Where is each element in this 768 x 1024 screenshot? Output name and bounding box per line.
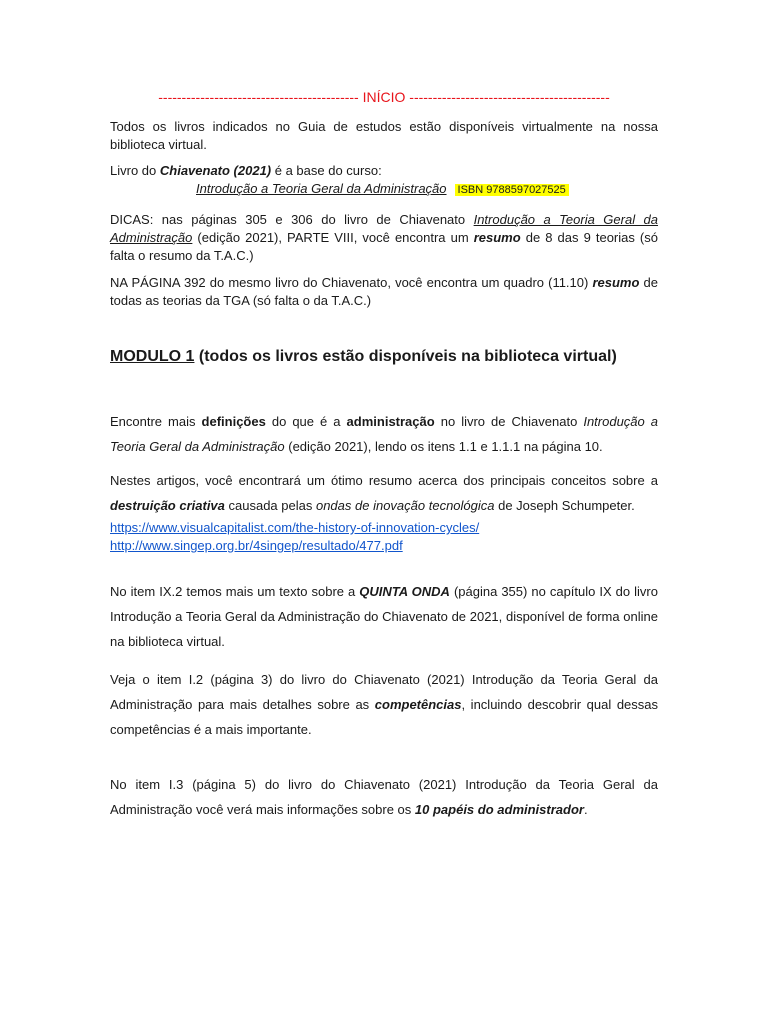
base-book-title: Introdução a Teoria Geral da Administração xyxy=(196,181,447,196)
def-text-c: no livro de Chiavenato xyxy=(434,414,584,429)
quinta-onda-paragraph xyxy=(110,579,658,654)
comp-competencias: competências xyxy=(374,697,462,712)
page392-text-b: de todas as teorias da TGA (só falta o da T.A.C.) xyxy=(110,275,658,308)
roles-text-b: . xyxy=(583,802,588,817)
tips-resumo: resumo xyxy=(473,230,521,245)
module-heading xyxy=(110,346,670,368)
visualcapitalist-link[interactable]: https://www.visualcapitalist.com/the-history-of-innovation-cycles/ xyxy=(110,520,480,535)
quinta-text-b: (página 355) no capítulo IX do livro Introdução a Teoria Geral da Administração do Chiavenato de 2021, disponível de forma online na biblioteca virtual. xyxy=(110,584,658,649)
start-marker: ------------------------------------------- INÍCIO ------------------------------------------- xyxy=(158,89,610,105)
isbn-highlight: ISBN 9788597027525 xyxy=(455,184,569,196)
def-definicoes: definições xyxy=(201,414,266,429)
articles-text-c: de Joseph Schumpeter. xyxy=(494,498,635,513)
page392-resumo: resumo xyxy=(592,275,640,290)
tips-paragraph xyxy=(110,211,658,265)
quinta-onda: QUINTA ONDA xyxy=(359,584,450,599)
def-administracao: administração xyxy=(346,414,435,429)
competencias-paragraph xyxy=(110,667,658,742)
def-text-b: do que é a xyxy=(265,414,347,429)
base-author: Chiavenato (2021) xyxy=(159,163,272,178)
tips-text-b: (edição 2021), PARTE VIII, você encontra um xyxy=(192,230,474,245)
definitions-paragraph xyxy=(110,409,658,459)
articles-text-b: causada pelas xyxy=(224,498,316,513)
roles-papeis: 10 papéis do administrador xyxy=(414,802,584,817)
tips-text-a: DICAS: nas páginas 305 e 306 do livro de Chiavenato xyxy=(110,212,474,227)
base-book-paragraph xyxy=(110,162,658,199)
articles-destruicao: destruição criativa xyxy=(110,498,225,513)
tips-book-title: Introdução a Teoria Geral da Administração xyxy=(110,212,659,245)
tips-text-c: de 8 das 9 teorias (só falta o resumo da T.A.C.) xyxy=(110,230,658,263)
page392-text-a: NA PÁGINA 392 do mesmo livro do Chiavenato, você encontra um quadro (11.10) xyxy=(110,275,593,290)
def-text-a: Encontre mais xyxy=(110,414,202,429)
comp-text-b: , incluindo descobrir qual dessas competências é a mais importante. xyxy=(110,697,659,737)
page392-paragraph xyxy=(110,274,658,310)
articles-paragraph xyxy=(110,468,658,518)
base-suffix: é a base do curso: xyxy=(271,163,382,178)
module-label: MODULO 1 xyxy=(110,348,195,365)
def-text-d: (edição 2021), lendo os itens 1.1 e 1.1.1 na página 10. xyxy=(284,439,603,454)
intro-paragraph: Todos os livros indicados no Guia de estudos estão disponíveis virtualmente na nossa biblioteca virtual. xyxy=(110,119,658,152)
roles-text-a: No item I.3 (página 5) do livro do Chiavenato (2021) Introdução da Teoria Geral da Administração você verá mais informações sobre os xyxy=(110,777,658,817)
papeis-paragraph xyxy=(110,772,658,822)
comp-text-a: Veja o item I.2 (página 3) do livro do Chiavenato (2021) Introdução da Teoria Geral da Administração para mais detalhes sobre as xyxy=(110,672,658,712)
singep-link[interactable]: http://www.singep.org.br/4singep/resultado/477.pdf xyxy=(110,538,403,553)
module-rest: (todos os livros estão disponíveis na biblioteca virtual) xyxy=(194,348,617,365)
links-block xyxy=(110,519,658,555)
articles-text-a: Nestes artigos, você encontrará um ótimo resumo acerca dos principais conceitos sobre a xyxy=(110,473,658,488)
quinta-text-a: No item IX.2 temos mais um texto sobre a xyxy=(110,584,360,599)
base-prefix: Livro do xyxy=(110,163,160,178)
articles-ondas: ondas de inovação tecnológica xyxy=(315,498,495,513)
def-book-title: Introdução a Teoria Geral da Administração xyxy=(110,414,659,454)
